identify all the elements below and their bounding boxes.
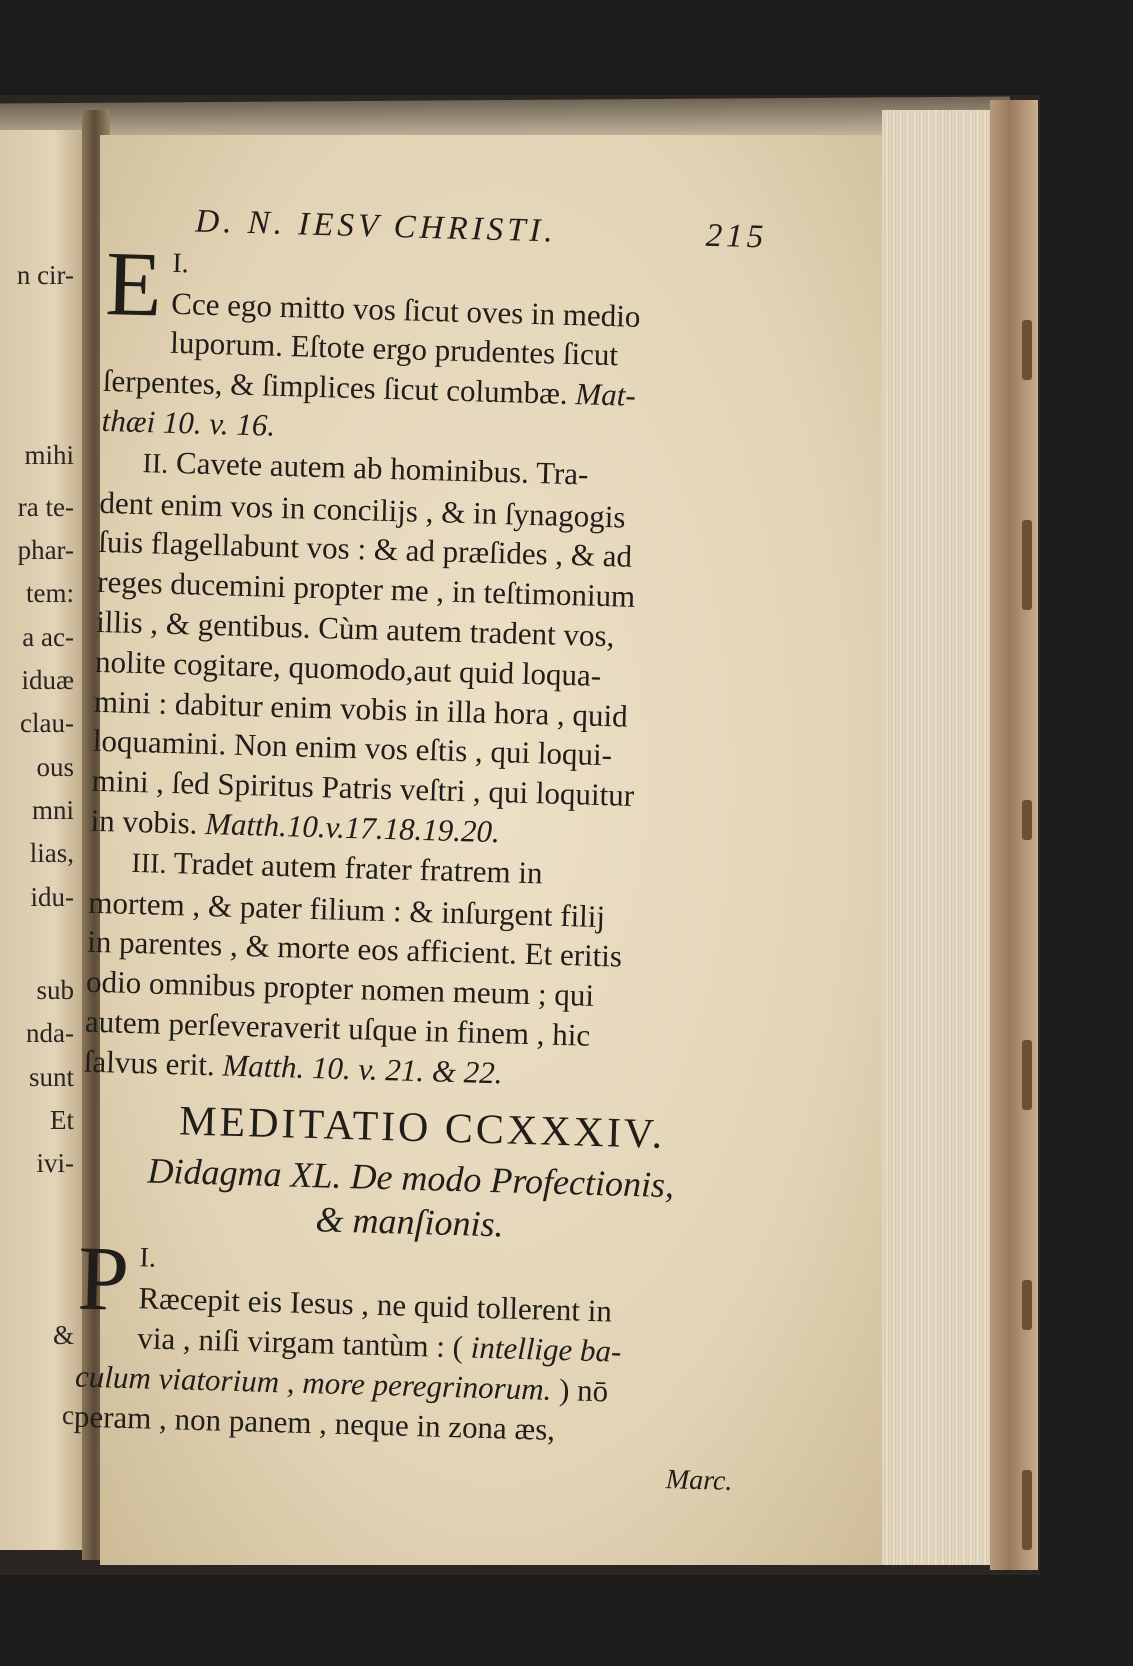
left-page-fragment: &: [52, 1320, 74, 1350]
paragraph-3: [83, 841, 749, 1100]
text-line: via , niſi virgam tantùm : ( intellige ba-: [136, 1320, 622, 1369]
text-line: dent enim vos in concilijs , & in ſynagogis: [99, 484, 626, 535]
left-page-fragment: sub: [36, 975, 74, 1005]
text-line: Cce ego mitto vos ſicut oves in medio: [170, 285, 641, 334]
text-line: III. Tradet autem frater fratrem in: [131, 844, 544, 891]
left-page-fragment: tem:: [26, 578, 74, 608]
text-line: reges ducemini propter me , in teſtimonium: [96, 564, 636, 615]
text-line: Ræcepit eis Iesus , ne quid tollerent in: [138, 1280, 613, 1329]
scripture-reference: Matth.10.v.17.18.19.20.: [204, 805, 501, 850]
page-text: [72, 200, 768, 1502]
text-line: autem perſeveraverit uſque in finem , hic: [84, 1003, 591, 1053]
left-page-fragment: ous: [36, 752, 74, 782]
text-line: ſuis flagellabunt vos : & ad præſides , & ad: [97, 524, 633, 575]
catchword: Marc.: [665, 1464, 733, 1498]
text-line: thæi 10. v. 16.: [101, 402, 276, 443]
left-page-fragment: mni: [31, 795, 74, 825]
text-line: in vobis. Matth.10.v.17.18.19.20.: [90, 802, 501, 850]
left-page-fragment: n cir-: [16, 260, 74, 290]
scripture-reference: Matth. 10. v. 21. & 22.: [222, 1047, 504, 1091]
text-line: in parentes , & morte eos afficient. Et eritis: [86, 924, 623, 974]
text-line: mini : dabitur enim vobis in illa hora , quid: [93, 683, 629, 734]
text-line: culum viatorium , more peregrinorum. ) nō: [74, 1358, 609, 1409]
paragraph-numeral: I.: [172, 247, 190, 280]
left-page-fragment: mihi: [24, 440, 74, 470]
text-line: ſerpentes, & ſimplices ſicut columbæ. Mat-: [102, 363, 637, 413]
text-line: mortem , & pater filium : & inſurgent filij: [87, 884, 606, 934]
left-page-fragment: ivi-: [36, 1148, 74, 1178]
text-line: ſalvus erit. Matth. 10. v. 21. & 22.: [83, 1043, 504, 1091]
text-line: II. Cavete autem ab hominibus. Tra-: [142, 444, 589, 492]
left-page-fragment: lias,: [29, 838, 74, 868]
cover-edge: [990, 100, 1038, 1570]
text-line: mini , ſed Spiritus Patris veſtri , qui loquitur: [91, 762, 635, 814]
paragraph-2: [90, 441, 761, 859]
text-line: illis , & gentibus. Cùm autem tradent vos,: [95, 603, 615, 654]
text-line: peram , non panem , neque in zona æs,: [73, 1398, 556, 1447]
paragraph-numeral: I.: [139, 1242, 157, 1275]
left-page-fragment: sunt: [28, 1062, 74, 1092]
left-page-fragment: ra te-: [17, 492, 74, 522]
text-line: nolite cogitare, quomodo,aut quid loqua-: [94, 643, 602, 693]
text-line: loquamini. Non enim vos eſtis , qui loqui-: [92, 723, 613, 773]
left-page-fragment: c: [62, 1400, 74, 1430]
left-page-fragment: nda-: [26, 1018, 74, 1048]
left-page-fragment: iduæ: [21, 665, 74, 695]
left-page-fragment: clau-: [20, 708, 74, 738]
left-page-fragment: idu-: [30, 882, 74, 912]
left-page-fragment: Et: [50, 1105, 74, 1135]
fore-edge: [882, 110, 994, 1565]
left-page-fragment: a ac-: [22, 622, 74, 652]
drop-cap: P: [76, 1226, 131, 1331]
didagma-subheading: Didagma XL. De modo Profectionis, & manſionis.: [147, 1150, 675, 1245]
text-line: odio omnibus propter nomen meum ; qui: [85, 963, 595, 1014]
text-line: luporum. Eſtote ergo prudentes ſicut: [169, 325, 619, 373]
running-head-title: D. N. IESV CHRISTI.: [194, 203, 558, 250]
paragraph-4: [73, 1226, 738, 1454]
meditation-heading: MEDITATIO CCXXXIV.: [178, 1097, 666, 1158]
left-page-fragment: phar-: [17, 535, 74, 565]
page-number: 215: [705, 217, 768, 256]
drop-cap: E: [104, 231, 164, 336]
